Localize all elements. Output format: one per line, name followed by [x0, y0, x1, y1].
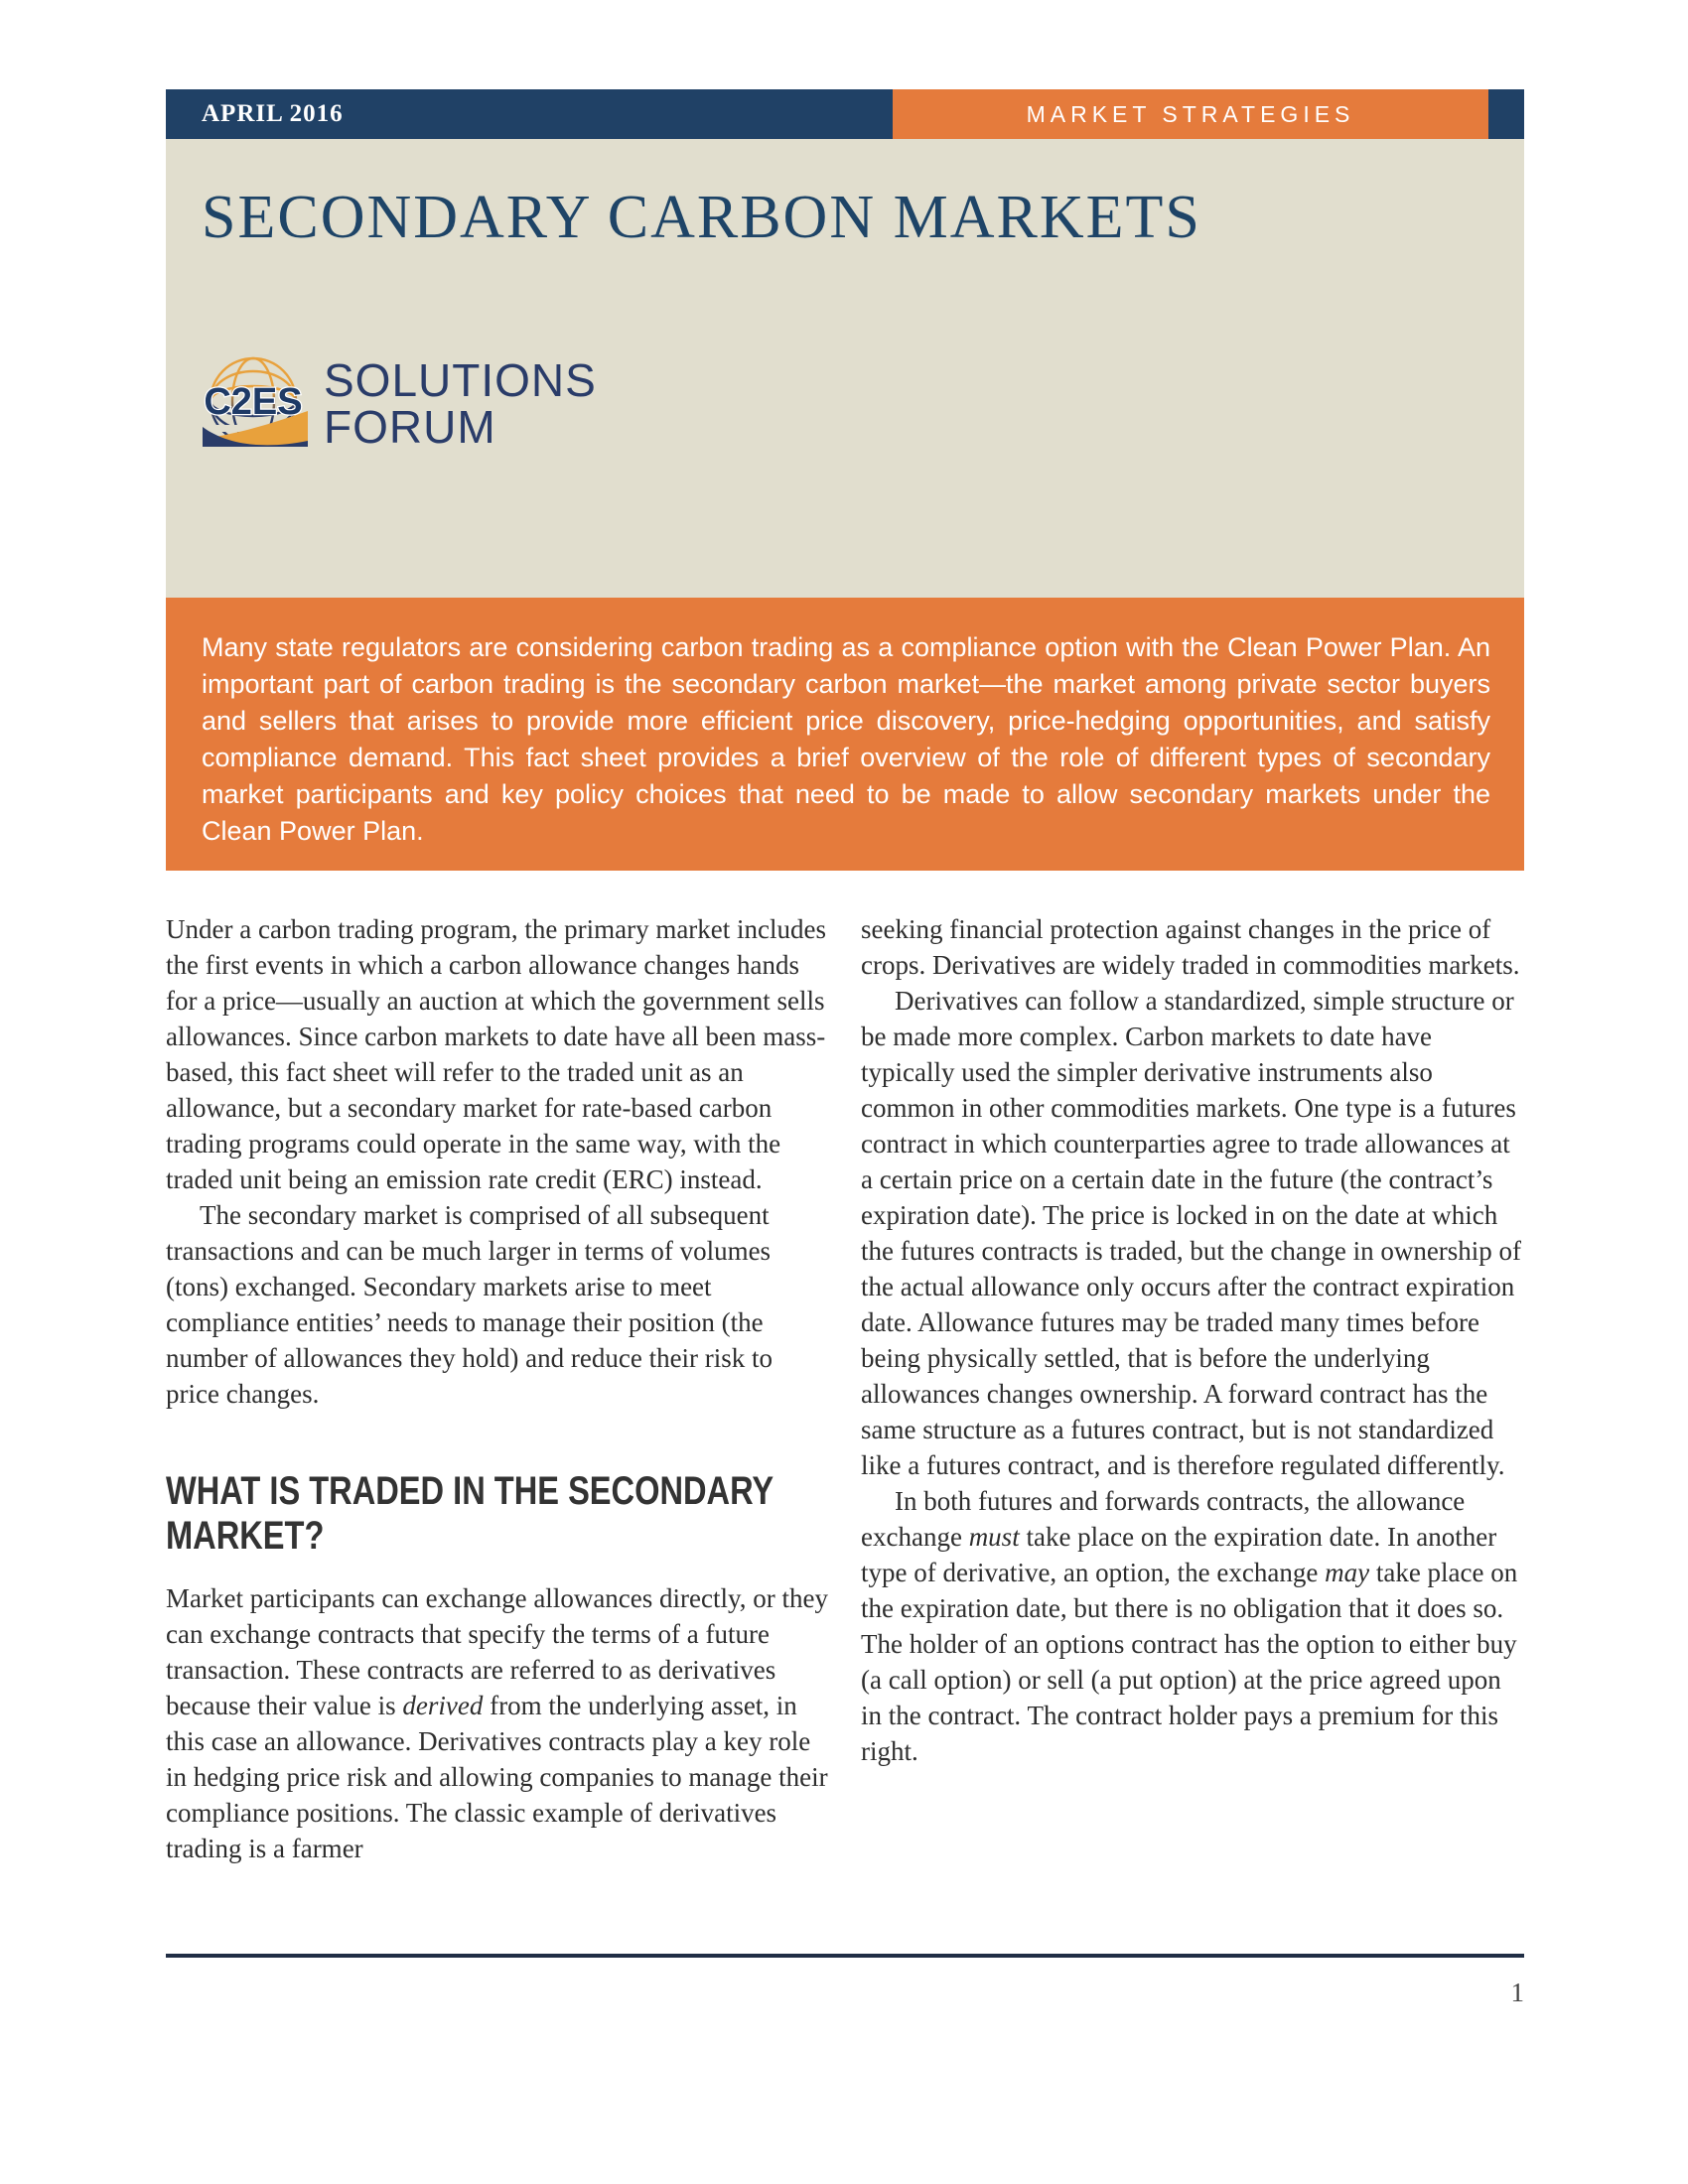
intro-text: Many state regulators are considering carbon trading as a compliance option with the Clean Power Plan. An important part of carbon trading is the secondary carbon market—the market among private sector buyers and sellers that arises to provide more efficient price discovery, price-hedging opportunities, and satisfy compliance demand. This fact sheet provides a brief overview of the role of different types of secondary market participants and key policy choices that need to be made to allow secondary markets under the Clean Power Plan.: [202, 632, 1490, 846]
column-right: [861, 911, 1524, 1866]
c2es-globe-icon: [195, 355, 312, 467]
column-left: [166, 911, 829, 1866]
paragraph: Derivatives can follow a standardized, simple structure or be made more complex. Carbon markets to date have typically used the simpler derivative instruments also common in other commodities markets. One type is a futures contract in which counterparties agree to trade allowances at a certain price on a certain date in the future (the contract’s expiration date). The price is locked in on the date at which the futures contracts is traded, but the change in ownership of the actual allowance only occurs after the contract expiration date. Allowance futures may be traded many times before being physically settled, that is before the underlying allowances changes ownership. A forward contract has the same structure as a futures contract, but is not standardized like a futures contract, and is therefore regulated differently.: [861, 986, 1522, 1480]
paragraph: Market participants can exchange allowances directly, or they can exchange contracts that specify the terms of a future transaction. These contracts are referred to as derivatives because their value is derived from the underlying asset, in this case an allowance. Derivatives contracts play a key role in hedging price risk and allowing companies to manage their compliance positions. The classic example of derivatives trading is a farmer: [166, 1583, 828, 1863]
logo-wordmark: [324, 354, 597, 453]
paragraph: seeking financial protection against changes in the price of crops. Derivatives are widely traded in commodities markets.: [861, 914, 1520, 980]
paragraph: In both futures and forwards contracts, the allowance exchange must take place on the expiration date. In another type of derivative, an option, the exchange may take place on the expiration date, but there is no obligation that it does so. The holder of an options contract has the option to either buy (a call option) or sell (a put option) at the price agreed upon in the contract. The contract holder pays a premium for this right.: [861, 1486, 1518, 1766]
logo-word-solutions: SOLUTIONS: [324, 354, 597, 406]
c2es-solutions-forum-logo: [195, 355, 597, 467]
paragraph: The secondary market is comprised of all subsequent transactions and can be much larger in terms of volumes (tons) exchanged. Secondary markets arise to meet compliance entities’ needs to manage their position (the number of allowances they hold) and reduce their risk to price changes.: [166, 1200, 774, 1409]
hero-banner: [166, 139, 1524, 598]
logo-acronym: C2ES: [204, 381, 303, 423]
document-title: SECONDARY CARBON MARKETS: [202, 184, 1201, 251]
footer-rule: [166, 1954, 1524, 1958]
logo-word-forum: FORUM: [324, 401, 496, 453]
article-body: [166, 911, 1524, 1866]
section-heading: WHAT IS TRADED IN THE SECONDARY MARKET?: [166, 1469, 774, 1558]
endcap-decoration: [1488, 89, 1524, 139]
page-number: 1: [1510, 1978, 1524, 2007]
intro-callout: [166, 598, 1524, 871]
issue-date: APRIL 2016: [166, 89, 893, 139]
masthead: [166, 89, 1524, 139]
series-label: MARKET STRATEGIES: [893, 89, 1488, 139]
paragraph: Under a carbon trading program, the primary market includes the first events in which a carbon allowance changes hands for a price—usually an auction at which the government sells allowances. Since carbon markets to date have all been mass-based, this fact sheet will refer to the traded unit as an allowance, but a secondary market for rate-based carbon trading programs could operate in the same way, with the traded unit being an emission rate credit (ERC) instead.: [166, 914, 827, 1194]
